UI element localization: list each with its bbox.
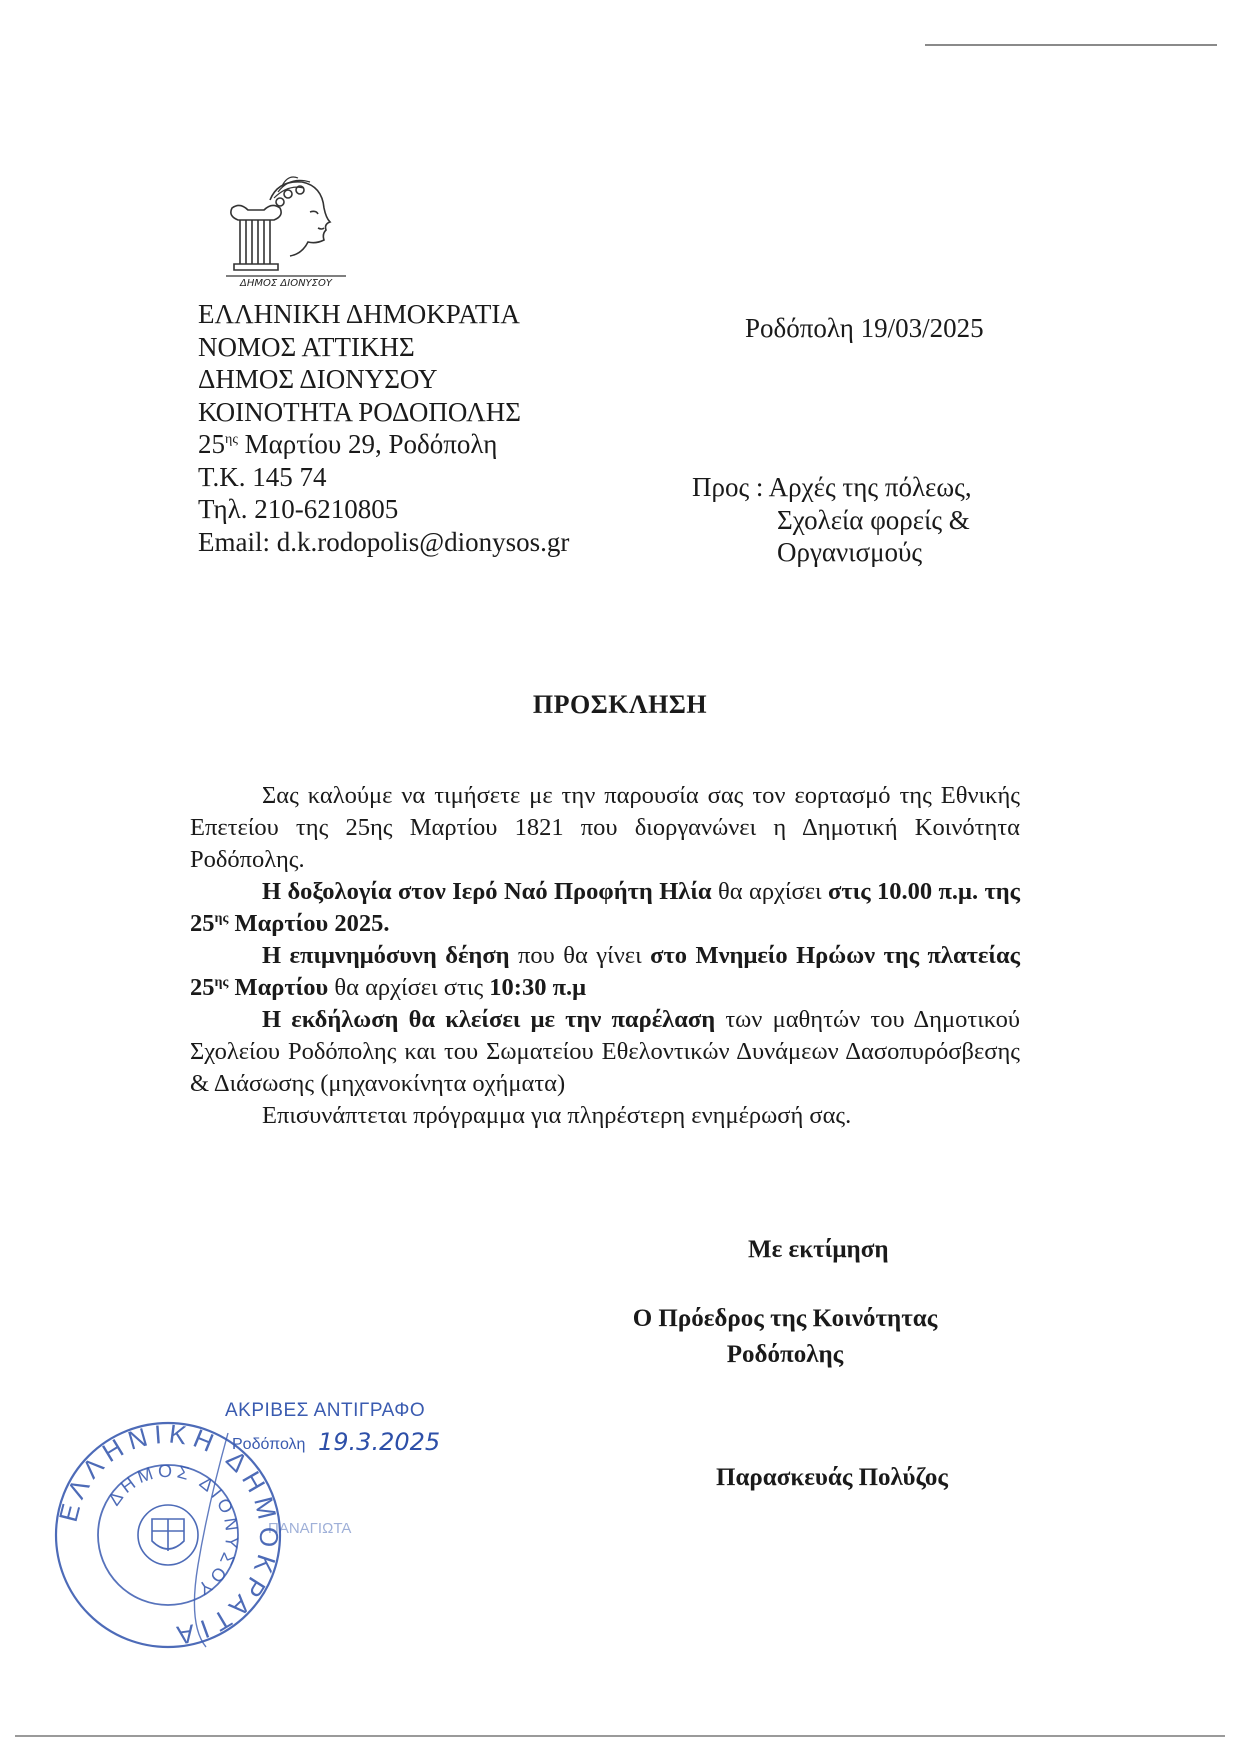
signatory-name: Παρασκευάς Πολύζος [716,1464,948,1491]
recipients-line-3: Οργανισμούς [777,537,923,567]
address-number: 25 [198,429,225,459]
memorial-service: Η επιμνημόσυνη δέηση [262,942,510,969]
parade-details: των μαθητών του Δημοτικού Σχολείου Ροδόπολης και του Σωματείου Εθελοντικών Δυνάμεων Δασοπυρόσβεσης & Διάσωσης (μηχανοκίνητα οχήματα) [190,1006,1020,1097]
signature-greeting: Με εκτίμηση [748,1236,889,1263]
doxology-superscript: ης [214,910,229,926]
sender-postcode: Τ.Κ. 145 74 [198,461,327,492]
sender-phone: Τηλ. 210-6210805 [198,494,399,524]
sender-prefecture: ΝΟΜΟΣ ΑΤΤΙΚΗΣ [198,331,415,362]
sender-municipality: ΔΗΜΟΣ ΔΙΟΝΥΣΟΥ [198,364,438,394]
memorial-connector: που θα γίνει [509,942,651,969]
doxology-date: Μαρτίου 2025. [228,910,390,937]
memorial-month: Μαρτίου [228,974,329,1001]
municipality-logo [218,172,353,287]
address-superscript: ης [225,432,238,447]
signature-role [605,1301,965,1373]
doxology-location: Η δοξολογία στον Ιερό Ναό Προφήτη Ηλία [262,878,712,905]
certified-copy-label: ΑΚΡΙΒΕΣ ΑΝΤΙΓΡΑΦΟ [225,1400,426,1421]
memorial-time: 10:30 π.μ [489,974,587,1001]
seal-stamp-icon [48,1415,288,1655]
sender-block [198,298,569,558]
recipients-line-2: Σχολεία φορείς & [777,504,970,535]
doxology-time: στις 10.00 π.μ. της 25 [190,878,1021,937]
scan-edge-line-bottom [15,1735,1225,1737]
body-paragraph-1: Σας καλούμε να τιμήσετε με την παρουσία σας τον εορτασμό της Εθνικής Επετείου της 25ης Μαρτίου 1821 που διοργανώνει η Δημοτική Κοινότητα Ροδόπολης. [190,782,1020,873]
seal-outer-text: ΕΛΛΗΝΙΚΗ ΔΗΜΟΚΡΑΤΙΑ [52,1418,285,1652]
recipients-block [692,471,972,569]
memorial-superscript: ης [214,974,229,990]
body-paragraph-2 [190,876,1020,940]
recipients-line-1: Προς : Αρχές της πόλεως, [692,472,972,502]
official-seal [48,1415,288,1655]
sender-address [198,428,569,461]
scan-edge-line-top [925,44,1217,46]
parade-intro: Η εκδήλωση θα κλείσει με την παρέλαση [262,1006,716,1033]
dionysus-head-logo-icon [218,172,353,287]
sender-republic: ΕΛΛΗΝΙΚΗ ΔΗΜΟΚΡΑΤΙΑ [198,299,520,329]
body-paragraph-4 [190,1004,1020,1100]
certified-copy-date: 19.3.2025 [318,1428,441,1456]
letter-body [190,780,1020,1132]
document-title: ΠΡΟΣΚΛΗΣΗ [532,690,708,719]
coat-of-arms-icon [138,1505,198,1565]
seal-inner-text: ΔΗΜΟΣ ΔΙΟΝΥΣΟΥ [103,1460,243,1602]
sender-community: ΚΟΙΝΟΤΗΤΑ ΡΟΔΟΠΟΛΗΣ [198,396,521,427]
memorial-location: στο Μνημείο Ηρώων της πλατείας 25 [190,942,1021,1001]
date-line: Ροδόπολη 19/03/2025 [745,313,984,343]
memorial-connector-2: θα αρχίσει στις [328,974,490,1001]
certified-copy-place: Ροδόπολη [232,1436,306,1453]
doxology-connector: θα αρχίσει [711,878,829,905]
certified-copy-faded-name: ΠΑΝΑΓΙΩΤΑ [268,1520,352,1537]
signature-role-line-2: Ροδόπολης [726,1341,844,1368]
address-street: Μαρτίου 29, Ροδόπολη [237,429,498,459]
sender-email: Email: d.k.rodopolis@dionysos.gr [198,526,570,557]
signature-role-line-1: Ο Πρόεδρος της Κοινότητας [632,1305,938,1332]
logo-caption: ΔΗΜΟΣ ΔΙΟΝΥΣΟΥ [240,278,332,287]
body-paragraph-5: Επισυνάπτεται πρόγραμμα για πληρέστερη ενημέρωσή σας. [262,1102,852,1129]
body-paragraph-3 [190,940,1020,1004]
